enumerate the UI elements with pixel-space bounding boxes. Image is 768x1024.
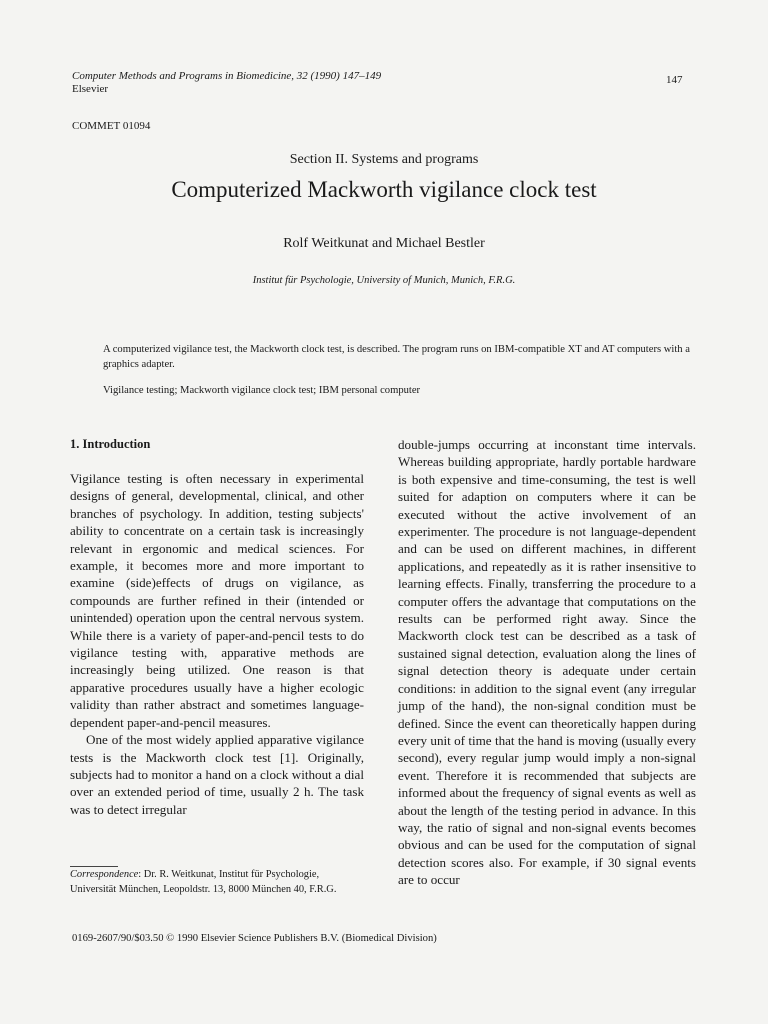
keywords: Vigilance testing; Mackworth vigilance clock test; IBM personal computer	[103, 385, 421, 396]
article-authors: Rolf Weitkunat and Michael Bestler	[283, 236, 485, 251]
journal-line: Computer Methods and Programs in Biomedicine, 32 (1990) 147–149	[72, 70, 382, 82]
footnote-label: Correspondence	[70, 869, 139, 880]
abstract: A computerized vigilance test, the Mackworth clock test, is described. The program runs on IBM-compatible XT and AT computers with a graphics adapter.	[103, 344, 690, 370]
copyright-line: 0169-2607/90/$03.50 © 1990 Elsevier Science Publishers B.V. (Biomedical Division)	[72, 933, 437, 944]
section-label: Section II. Systems and programs	[289, 152, 479, 167]
author-affiliation: Institut für Psychologie, University of Munich, Munich, F.R.G.	[252, 275, 516, 286]
footnote-text: : Dr. R. Weitkunat, Institut für Psychologie, Universität München, Leopoldstr. 13, 8000 München 40, F.R.G.	[70, 869, 337, 895]
right-column	[398, 436, 696, 889]
paragraph: double-jumps occurring at inconstant time intervals. Whereas building appropriate, hardly portable hardware is both expensive and time-consuming, the test is well suited for adaption on computers where it can be executed without the active involvement of an experimenter. The procedure is not language-dependent and can be used on different machines, in different applications, and repeatedly as it is rather insensitive to learning effects. Finally, transferring the procedure to a computer offers the advantage that computations on the results can be performed right away. Since the Mackworth clock test can be described as a task of sustained signal detection, evaluation along the lines of signal detection theory is adequate under certain conditions: in addition to the signal event (any irregular jump of the hand), the non-signal condition must be defined. Since the event can theoretically happen during every unit of time that the hand is moving (usually every second), every regular jump would imply a non-signal event. Therefore it is recommended that subjects are informed about the frequency of signal events as well as about the length of the testing period in advance. In this way, the ratio of signal and non-signal events becomes obvious and can be used for the computation of signal detection scores also. For example, if 30 signal events are to occur	[398, 437, 696, 888]
publisher-line: Elsevier	[72, 83, 109, 95]
paragraph: Vigilance testing is often necessary in experimental designs of general, developmental, clinical, and other branches of psychology. In addition, testing subjects' ability to concentrate on a certain task is increasingly relevant in ergonomic and medical sciences. For example, it becomes more and more important to examine (side)effects of drugs on vigilance, as compounds are further refined in their (intended or unintended) operation upon the central nervous system. While there is a variety of paper-and-pencil tests to do vigilance testing with, apparative methods are increasingly being utilized. One reason is that apparative procedures usually have a higher ecologic validity than rather abstract and sometimes language-dependent paper-and-pencil measures.	[70, 471, 364, 730]
article-title: Computerized Mackworth vigilance clock test	[171, 177, 597, 202]
paragraph: One of the most widely applied apparative vigilance tests is the Mackworth clock test [1]. Originally, subjects had to monitor a hand on a clock without a dial over an extended period of time, usually 2 h. The task was to detect irregular	[70, 732, 364, 817]
comment-code: COMMET 01094	[72, 120, 151, 132]
journal-citation	[72, 70, 381, 96]
correspondence-footnote	[70, 867, 366, 897]
left-column	[70, 436, 364, 818]
section-heading: 1. Introduction	[70, 437, 151, 451]
page-number: 147	[666, 74, 683, 86]
